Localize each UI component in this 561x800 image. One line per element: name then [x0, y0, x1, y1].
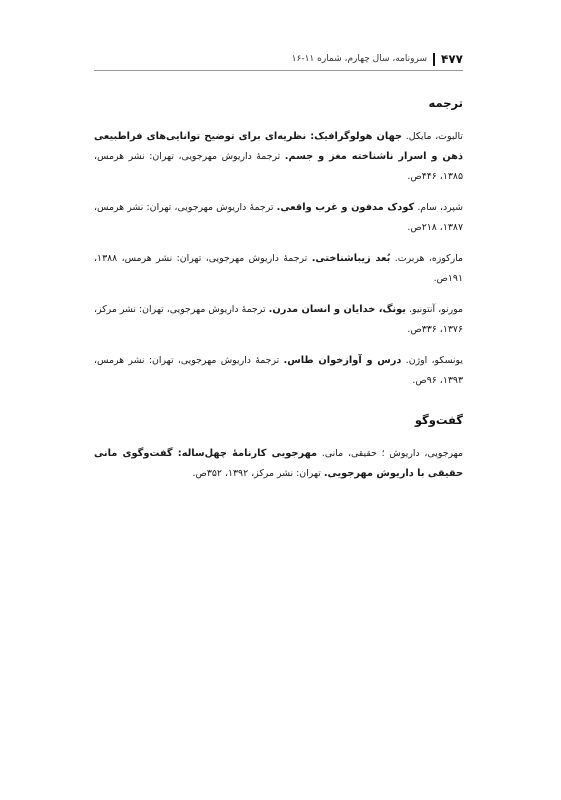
bibliography-entry: [94, 127, 463, 187]
bibliography-entry: [94, 300, 463, 340]
entry-title: جهان هولوگرافیک: نظریه‌ای برای توضیح توانایی‌های فراطبیعی ذهن و اسرار ناشناخته مغز و جسم.: [94, 131, 464, 162]
bibliography-entry: [94, 444, 463, 484]
running-header: [94, 48, 463, 71]
entry-author: مهرجویی، داریوش ؛ حقیقی، مانی.: [321, 448, 464, 459]
entry-details: ترجمهٔ داریوش مهرجویی، تهران: نشر هرمس، ۱۳۹۳، ۹۶ص.: [94, 355, 463, 386]
entry-title: مهرجویی کارنامهٔ چهل‌ساله: گفت‌وگوی مانی حقیقی با داریوش مهرجویی.: [94, 448, 463, 479]
entry-title: بُعد زیباشناختی.: [311, 253, 391, 264]
entry-author: یونسکو، اوژن.: [405, 355, 463, 366]
bibliography-entry: [94, 351, 463, 391]
section-title-interview: گفت‌وگو: [414, 413, 463, 427]
journal-info: سرونامه، سال چهارم، شماره ۱۱-۱۶: [291, 54, 428, 64]
entry-details: ترجمهٔ داریوش مهرجویی، تهران: نشر هرمس، ۱۳۸۷، ۲۱۸ص.: [94, 202, 463, 233]
entry-author: مارکوزه، هربرت.: [394, 253, 464, 264]
entry-details: ترجمهٔ داریوش مهرجویی، تهران: نشر هرمس، ۱۳۸۸، ۱۹۱ص.: [94, 253, 463, 284]
bibliography-entry: [94, 198, 463, 238]
bibliography: [94, 96, 463, 495]
section-title-translation: ترجمه: [428, 96, 463, 110]
page-number: ۴۷۷: [441, 52, 463, 66]
entry-details: ترجمهٔ داریوش مهرجویی، تهران: نشر هرمس، ۱۳۸۵، ۴۴۶ص.: [94, 151, 463, 182]
entry-title: یونگ، خدایان و انسان مدرن.: [268, 304, 406, 315]
entry-details: تهران: نشر مرکز، ۱۳۹۲، ۳۵۲ص.: [192, 468, 321, 479]
entry-author: شپرد، سام.: [417, 202, 463, 213]
entry-title: کودک مدفون و غرب واقعی.: [276, 202, 415, 213]
entry-details: ترجمهٔ داریوش مهرجویی، تهران: نشر مرکز، ۱۳۷۶، ۳۳۶ص.: [94, 304, 463, 335]
entry-author: مورنو، آنتونیو.: [409, 304, 464, 315]
header-divider: [433, 53, 435, 66]
entry-author: تالبوت، مایکل.: [405, 131, 463, 142]
bibliography-entry: [94, 249, 463, 289]
entry-title: درس و آوازخوان طاس.: [283, 355, 402, 366]
